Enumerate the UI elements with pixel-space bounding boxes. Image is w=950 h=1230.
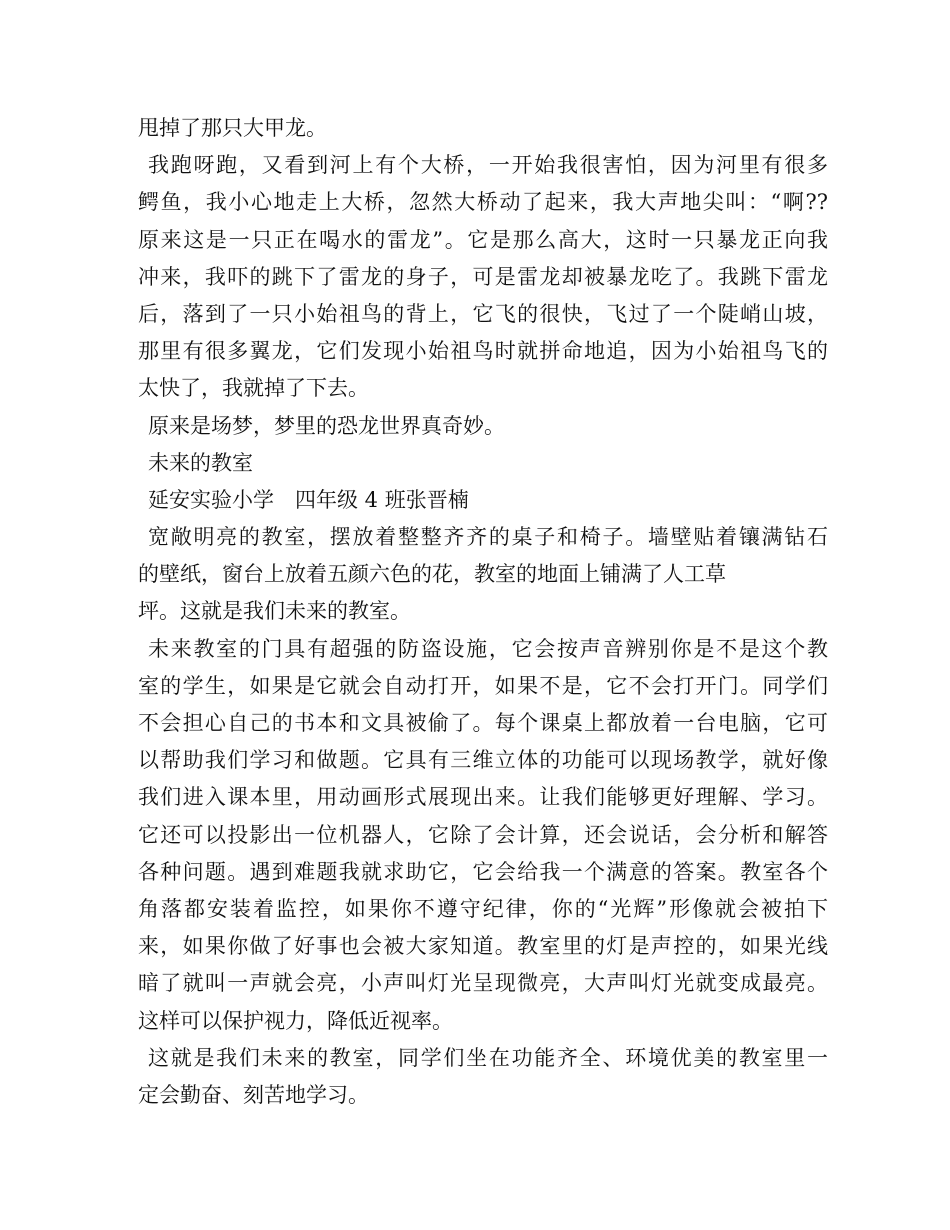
text-line: 的壁纸，窗台上放着五颜六色的花，教室的地面上铺满了人工草 — [138, 562, 726, 587]
text-line: 宽敞明亮的教室，摆放着整整齐齐的桌子和椅子。墙壁贴着镶满钻石 — [148, 525, 828, 550]
text-line: 原来是场梦，梦里的恐龙世界真奇妙。 — [148, 413, 505, 438]
text-line: 角落都安装着监控，如果你不遵守纪律，你的“光辉”形像就会被拍下 — [138, 896, 828, 921]
text-line: 未来教室的门具有超强的防盗设施，它会按声音辨别你是不是这个教 — [148, 636, 828, 661]
text-line: 我们进入课本里，用动画形式展现出来。让我们能够更好理解、学习。 — [138, 785, 828, 810]
document-body — [138, 110, 828, 1114]
text-line: 鳄鱼，我小心地走上大桥，忽然大桥动了起来，我大声地尖叫：“啊?? — [138, 190, 828, 215]
text-line: 那里有很多翼龙，它们发现小始祖鸟时就拼命地追，因为小始祖鸟飞的 — [138, 339, 828, 364]
text-line: 后，落到了一只小始祖鸟的背上，它飞的很快，飞过了一个陡峭山坡， — [138, 301, 828, 326]
text-line: 甩掉了那只大甲龙。 — [138, 116, 327, 140]
text-line: 延安实验小学 四年级 4 班张晋楠 — [148, 487, 469, 512]
text-line: 未来的教室 — [148, 450, 253, 475]
text-line: 坪。这就是我们未来的教室。 — [138, 599, 411, 624]
text-line: 我跑呀跑，又看到河上有个大桥，一开始我很害怕，因为河里有很多 — [148, 153, 828, 178]
text-line: 冲来，我吓的跳下了雷龙的身子，可是雷龙却被暴龙吃了。我跳下雷龙 — [138, 264, 828, 289]
text-line: 来，如果你做了好事也会被大家知道。教室里的灯是声控的，如果光线 — [138, 934, 828, 959]
text-line: 以帮助我们学习和做题。它具有三维立体的功能可以现场教学，就好像 — [138, 748, 828, 773]
text-line: 不会担心自己的书本和文具被偷了。每个课桌上都放着一台电脑，它可 — [138, 711, 828, 735]
text-line: 太快了，我就掉了下去。 — [138, 376, 369, 401]
text-line: 它还可以投影出一位机器人，它除了会计算，还会说话，会分析和解答 — [138, 822, 828, 847]
text-line: 这就是我们未来的教室，同学们坐在功能齐全、环境优美的教室里一 — [148, 1045, 828, 1070]
text-line: 定会勤奋、刻苦地学习。 — [138, 1082, 369, 1107]
text-line: 暗了就叫一声就会亮，小声叫灯光呈现微亮，大声叫灯光就变成最亮。 — [138, 971, 828, 996]
text-line: 这样可以保护视力，降低近视率。 — [138, 1008, 453, 1033]
text-line: 各种问题。遇到难题我就求助它，它会给我一个满意的答案。教室各个 — [138, 859, 828, 884]
text-line: 原来这是一只正在喝水的雷龙”。它是那么高大，这时一只暴龙正向我 — [138, 227, 828, 252]
text-line: 室的学生，如果是它就会自动打开，如果不是，它不会打开门。同学们 — [138, 673, 828, 698]
